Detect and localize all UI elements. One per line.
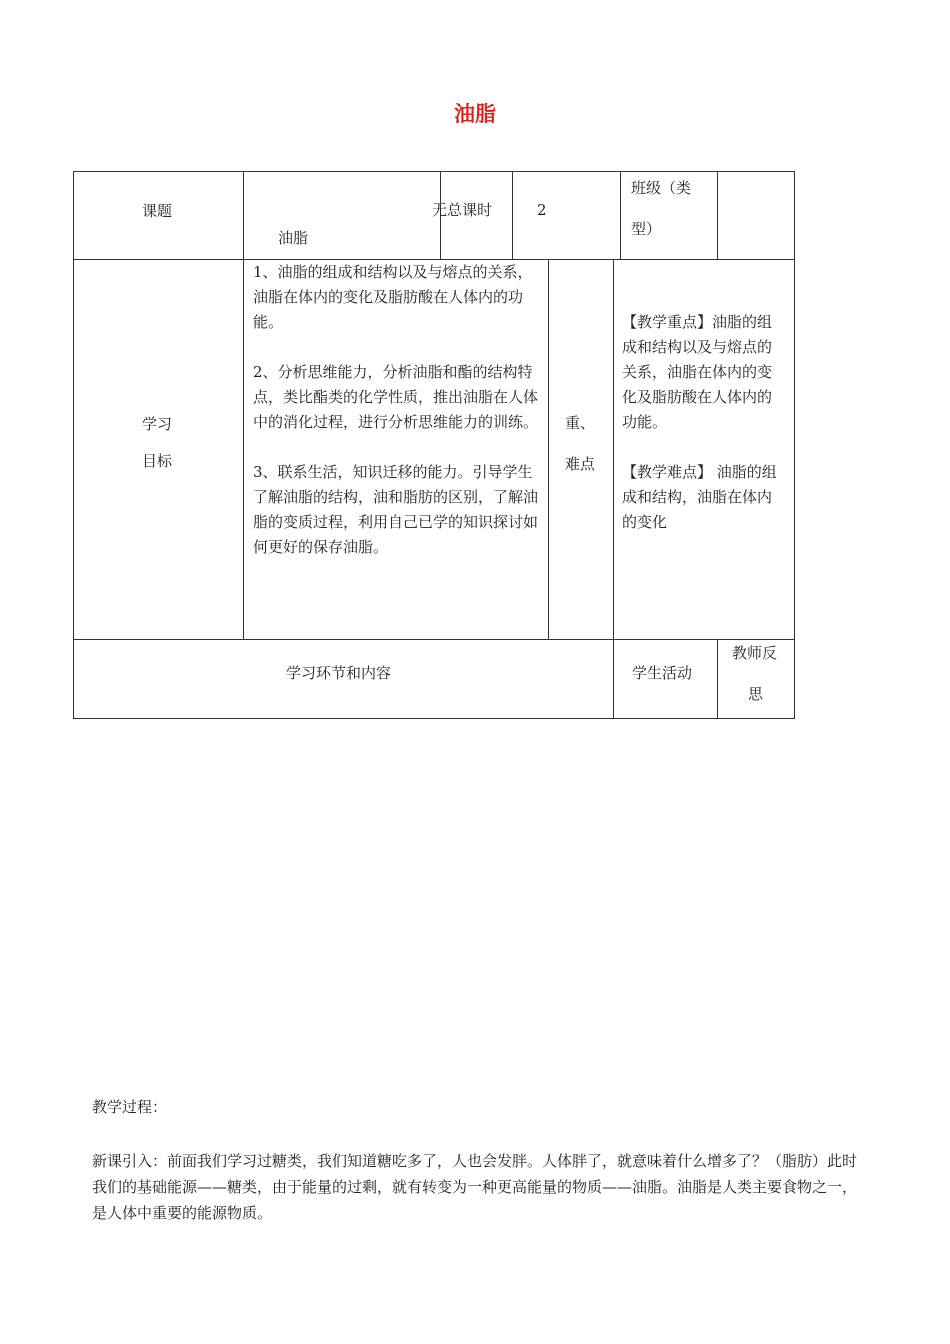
table-divider: [512, 171, 513, 260]
student-activity-header: 学生活动: [632, 664, 693, 682]
class-type-label-line1: 班级（类: [631, 179, 692, 197]
process-intro: 新课引入：前面我们学习过糖类，我们知道糖吃多了，人也会发胖。人体胖了，就意味着什么增多了？（脂肪）此时我们的基础能源——糖类，由于能量的过剩，就有转变为一种更高能量的物质——油脂。油脂是人类主要食物之一，是人体中重要的能源物质。: [92, 1152, 858, 1222]
teacher-reflection-header-line1: 教师反: [732, 644, 778, 662]
table-border-row2: [73, 639, 795, 640]
objective-item: 3、联系生活，知识迁移的能力。引导学生了解油脂的结构，油和脂肪的区别，了解油脂的变质过程，利用自己已学的知识探讨如何更好的保存油脂。: [253, 463, 539, 556]
table-divider: [243, 171, 244, 640]
key-difficult-label-line2: 难点: [565, 455, 596, 473]
process-heading: 教学过程：: [92, 1098, 168, 1116]
table-border-bottom: [73, 718, 795, 719]
objectives-label-line2: 目标: [142, 452, 173, 470]
table-divider: [620, 171, 621, 260]
learning-content-header: 学习环节和内容: [286, 664, 392, 682]
key-difficult-points: [622, 310, 782, 535]
difficult-points-text: 【教学难点】 油脂的组成和结构，油脂在体内的变化: [622, 463, 777, 531]
objectives-label-line1: 学习: [142, 415, 173, 433]
table-divider: [717, 171, 718, 260]
table-border-left: [73, 171, 74, 719]
topic-value: 油脂: [278, 229, 309, 247]
teacher-reflection-header-line2: 思: [748, 685, 764, 703]
table-divider: [717, 639, 718, 719]
objectives-list: [253, 260, 543, 560]
objective-item: 1、油脂的组成和结构以及与熔点的关系，油脂在体内的变化及脂肪酸在人体内的功能。: [253, 263, 533, 331]
topic-label: 课题: [142, 202, 173, 220]
key-points-text: 【教学重点】油脂的组成和结构以及与熔点的关系，油脂在体内的变化及脂肪酸在人体内的功能。: [622, 313, 773, 431]
total-hours-value: 2: [537, 201, 547, 219]
objective-item: 2、分析思维能力，分析油脂和酯的结构特点，类比酯类的化学性质，推出油脂在人体中的消化过程，进行分析思维能力的训练。: [253, 363, 539, 431]
table-divider: [613, 259, 614, 719]
table-divider: [548, 259, 549, 640]
key-difficult-label-line1: 重、: [565, 414, 596, 432]
class-type-label-line2: 型）: [631, 220, 662, 238]
table-border-right: [794, 171, 795, 719]
total-hours-label: 无总课时: [432, 201, 493, 219]
page-title: 油脂: [454, 102, 496, 126]
table-border-top: [73, 171, 795, 172]
